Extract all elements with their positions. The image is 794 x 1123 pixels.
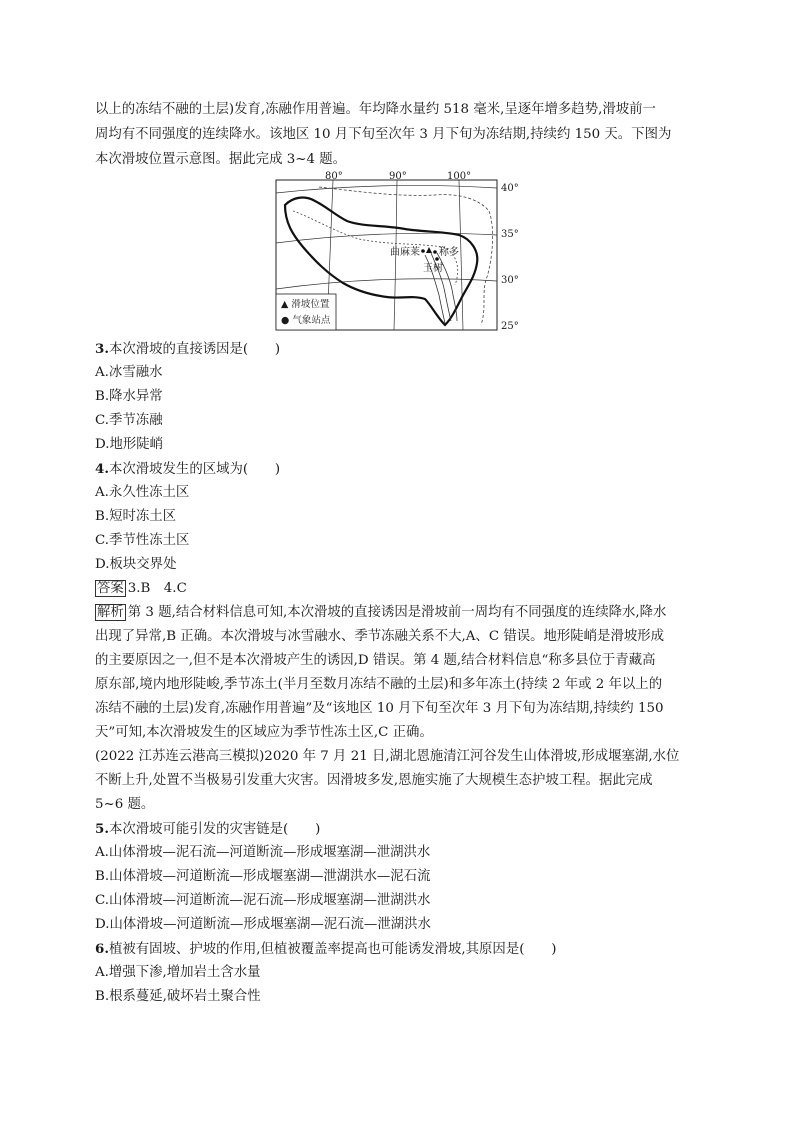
analysis-line-5: 冻结不融的土层)发育,冻融作用普遍”及“该地区 10 月下旬至次年 3 月下旬为冻结期,持续约 150 (95, 701, 664, 716)
analysis-line-1: 解析 第 3 题,结合材料信息可知,本次滑坡的直接诱因是滑坡前一周均有不同强度的连续降水,降水 (97, 605, 667, 620)
analysis-line-4: 原东部,境内地形陡峻,季节冻土(半月至数月冻结不融的土层)和多年冻土(持续 2 年或 2 年以上的 (95, 677, 663, 692)
q3-option-c: C.季节冻融 (95, 413, 163, 428)
answer-line (95, 580, 187, 598)
map-svg (275, 177, 575, 337)
dot-icon: ● (281, 315, 290, 326)
place-label-qumalai: 曲麻莱 (390, 247, 420, 258)
lon-label-80: 80° (325, 171, 343, 182)
passage2-line-2: 不断上升,处置不当极易引发重大灾害。因滑坡多发,恩施实施了大规模生态护坡工程。据此完成 (95, 773, 653, 788)
question-5-stem: 5.本次滑坡可能引发的灾害链是( ) (95, 821, 321, 837)
q4-option-b: B.短时冻土区 (95, 509, 177, 524)
q5-option-d: D.山体滑坡—河道断流—形成堰塞湖—泥石流—泄湖洪水 (95, 917, 431, 932)
question-6-stem: 6.植被有固坡、护坡的作用,但植被覆盖率提高也可能诱发滑坡,其原因是( ) (95, 941, 557, 957)
station-marker-chenduo (433, 250, 437, 254)
q4-option-a: A.永久性冻土区 (95, 485, 190, 500)
q5-option-a: A.山体滑坡—泥石流—河道断流—形成堰塞湖—泄湖洪水 (95, 845, 431, 860)
q4-option-d: D.板块交界处 (95, 557, 177, 572)
passage2-line-3: 5~6 题。 (95, 797, 155, 812)
intro-line-3: 本次滑坡位置示意图。据此完成 3~4 题。 (95, 152, 347, 167)
q6-option-b: B.根系蔓延,破坏岩土聚合性 (95, 989, 261, 1004)
lat-label-30: 30° (501, 275, 519, 286)
q4-option-c: C.季节性冻土区 (95, 533, 190, 548)
passage2-line-1: (2022 江苏连云港高三模拟)2020 年 7 月 21 日,湖北恩施清江河谷发生山体滑坡,形成堰塞湖,水位 (95, 749, 680, 764)
legend-landslide-label: 滑坡位置 (291, 299, 330, 310)
q5-option-b: B.山体滑坡—河道断流—形成堰塞湖—泄湖洪水—泥石流 (95, 869, 431, 884)
legend-landslide (281, 299, 329, 310)
intro-line-2: 周均有不同强度的连续降水。该地区 10 月下旬至次年 3 月下旬为冻结期,持续约 150 天。下图为 (95, 127, 672, 142)
lat-label-35: 35° (501, 229, 519, 240)
analysis-line-6: 天”可知,本次滑坡发生的区域应为季节性冻土区,C 正确。 (95, 725, 433, 740)
answer-text: 3.B 4.C (127, 581, 187, 596)
q5-option-c: C.山体滑坡—河道断流—泥石流—形成堰塞湖—泄湖洪水 (95, 893, 431, 908)
station-marker-qumalai (421, 249, 425, 253)
legend-station (281, 315, 330, 326)
lat-label-40: 40° (501, 183, 519, 194)
lat-label-25: 25° (501, 321, 519, 332)
place-label-chenduo: 称多 (439, 247, 459, 258)
legend-station-label: 气象站点 (292, 315, 331, 326)
lon-label-100: 100° (447, 171, 472, 182)
landslide-marker (426, 247, 432, 253)
q3-option-d: D.地形陡峭 (95, 437, 164, 452)
question-4-stem: 4.本次滑坡发生的区域为( ) (95, 461, 281, 477)
lon-label-90: 90° (389, 171, 407, 182)
triangle-icon: ▲ (281, 299, 289, 310)
analysis-line-3: 的主要原因之一,但不是本次滑坡产生的诱因,D 错误。第 4 题,结合材料信息“称多县位于青藏高 (95, 653, 656, 668)
landslide-location-map (275, 171, 575, 337)
question-3-stem: 3.本次滑坡的直接诱因是( ) (95, 341, 281, 357)
q3-option-a: A.冰雪融水 (95, 365, 163, 380)
q3-option-b: B.降水异常 (95, 389, 163, 404)
place-label-yushu: 玉树 (423, 263, 443, 274)
answer-tag: 答案 (97, 581, 124, 596)
analysis-line-2: 出现了异常,B 正确。本次滑坡与冰雪融水、季节冻融关系不大,A、C 错误。地形陡峭是滑坡形成 (95, 629, 665, 644)
analysis-tag: 解析 (97, 605, 124, 620)
intro-line-1: 以上的冻结不融的土层)发育,冻融作用普遍。年均降水量约 518 毫米,呈逐年增多趋势,滑坡前一 (95, 102, 656, 117)
q6-option-a: A.增强下渗,增加岩土含水量 (95, 965, 261, 980)
